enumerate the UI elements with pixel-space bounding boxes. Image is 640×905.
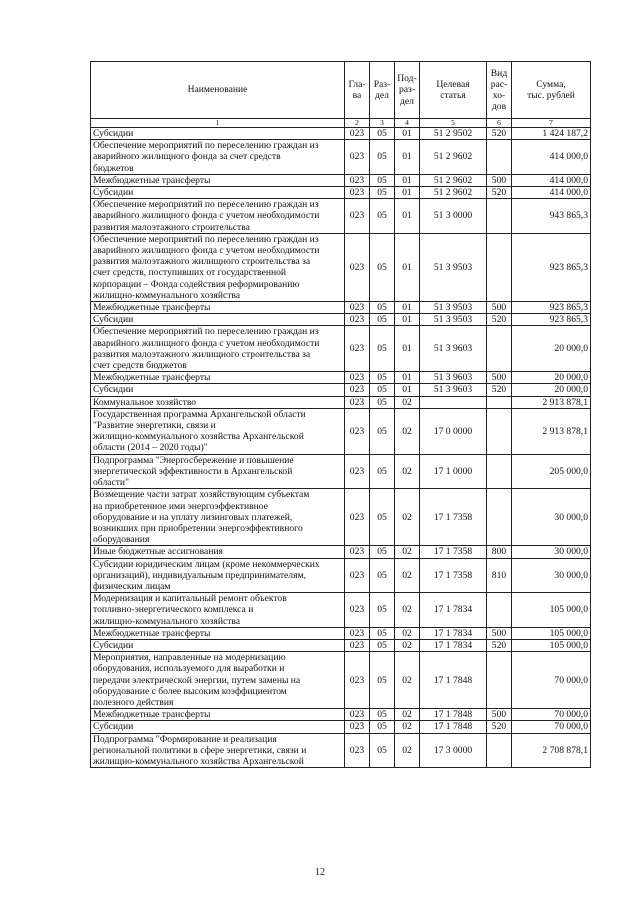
row-target: 51 2 9602: [420, 140, 487, 175]
row-name: Субсидии: [91, 128, 345, 140]
row-sum: 20 000,0: [512, 372, 591, 384]
row-section: 05: [370, 140, 395, 175]
row-target: 17 1 7848: [420, 721, 487, 733]
table-row: [91, 372, 591, 384]
row-name: Подпрограмма "Энергосбережение и повышение энергетической эффективности в Архангельской области": [91, 454, 345, 489]
row-name: Субсидии: [91, 639, 345, 651]
row-chapter: 023: [345, 384, 370, 396]
row-chapter: 023: [345, 396, 370, 408]
header-section: Раз- дел: [370, 62, 395, 119]
row-type: 500: [487, 372, 512, 384]
row-section: 05: [370, 314, 395, 326]
table-row: [91, 140, 591, 175]
table-row: [91, 408, 591, 454]
row-target: 17 1 7834: [420, 593, 487, 628]
row-sum: 20 000,0: [512, 326, 591, 372]
table-row: [91, 314, 591, 326]
row-name: Обеспечение мероприятий по переселению граждан из аварийного жилищного фонда с учетом необходимости развития малоэтажного жилищного строительства за счет средств, поступивших от государственной корпорации – Фонда содействия реформированию жилищно-коммунального хозяйства: [91, 233, 345, 301]
row-target: 17 1 7834: [420, 639, 487, 651]
col-number: 3: [370, 119, 395, 128]
row-target: 51 3 9503: [420, 233, 487, 301]
row-subsection: 02: [395, 489, 420, 546]
row-type: [487, 396, 512, 408]
row-chapter: 023: [345, 128, 370, 140]
table-row: [91, 302, 591, 314]
row-subsection: 02: [395, 627, 420, 639]
table-row: [91, 733, 591, 768]
row-type: [487, 140, 512, 175]
row-section: 05: [370, 546, 395, 558]
row-type: 520: [487, 384, 512, 396]
row-section: 05: [370, 454, 395, 489]
row-type: 500: [487, 174, 512, 186]
table-row: [91, 721, 591, 733]
row-chapter: 023: [345, 408, 370, 454]
row-sum: 2 913 878,1: [512, 408, 591, 454]
row-chapter: 023: [345, 233, 370, 301]
row-sum: 105 000,0: [512, 627, 591, 639]
row-section: 05: [370, 652, 395, 709]
row-subsection: 01: [395, 187, 420, 199]
row-chapter: 023: [345, 454, 370, 489]
row-name: Субсидии: [91, 314, 345, 326]
row-subsection: 02: [395, 593, 420, 628]
row-subsection: 01: [395, 140, 420, 175]
row-subsection: 02: [395, 396, 420, 408]
row-type: 800: [487, 546, 512, 558]
row-chapter: 023: [345, 733, 370, 768]
row-subsection: 01: [395, 174, 420, 186]
table-row: [91, 627, 591, 639]
row-chapter: 023: [345, 199, 370, 234]
row-subsection: 02: [395, 733, 420, 768]
row-sum: 70 000,0: [512, 652, 591, 709]
row-chapter: 023: [345, 558, 370, 593]
row-target: 51 2 9602: [420, 174, 487, 186]
row-target: 51 3 9603: [420, 384, 487, 396]
row-type: [487, 454, 512, 489]
row-section: 05: [370, 733, 395, 768]
row-type: 500: [487, 627, 512, 639]
row-section: 05: [370, 384, 395, 396]
row-sum: 205 000,0: [512, 454, 591, 489]
row-sum: 20 000,0: [512, 384, 591, 396]
row-target: [420, 396, 487, 408]
row-chapter: 023: [345, 721, 370, 733]
header-target: Целевая статья: [420, 62, 487, 119]
header-type: Вид рас- хо- дов: [487, 62, 512, 119]
row-name: Субсидии юридическим лицам (кроме некоммерческих организаций), индивидуальным предпринимателям, физическим лицам: [91, 558, 345, 593]
row-chapter: 023: [345, 302, 370, 314]
row-sum: 923 865,3: [512, 233, 591, 301]
row-section: 05: [370, 593, 395, 628]
row-chapter: 023: [345, 174, 370, 186]
table-row: [91, 489, 591, 546]
row-chapter: 023: [345, 709, 370, 721]
row-target: 17 3 0000: [420, 733, 487, 768]
row-type: 810: [487, 558, 512, 593]
table-row: [91, 396, 591, 408]
header-sum: Сумма, тыс. рублей: [512, 62, 591, 119]
row-sum: 30 000,0: [512, 489, 591, 546]
row-type: [487, 408, 512, 454]
row-section: 05: [370, 174, 395, 186]
row-name: Модернизация и капитальный ремонт объектов топливно-энергетического комплекса и жилищно-коммунального хозяйства: [91, 593, 345, 628]
col-number: 4: [395, 119, 420, 128]
row-section: 05: [370, 233, 395, 301]
row-section: 05: [370, 639, 395, 651]
row-type: 520: [487, 639, 512, 651]
row-type: [487, 326, 512, 372]
header-chapter: Гла- ва: [345, 62, 370, 119]
col-number: 5: [420, 119, 487, 128]
table-row: [91, 593, 591, 628]
row-sum: 2 708 878,1: [512, 733, 591, 768]
row-subsection: 02: [395, 639, 420, 651]
row-type: 500: [487, 709, 512, 721]
row-subsection: 01: [395, 384, 420, 396]
row-section: 05: [370, 372, 395, 384]
row-target: 51 3 9503: [420, 314, 487, 326]
row-section: 05: [370, 396, 395, 408]
row-type: 520: [487, 721, 512, 733]
row-name: Обеспечение мероприятий по переселению граждан из аварийного жилищного фонда за счет средств бюджетов: [91, 140, 345, 175]
row-name: Межбюджетные трансферты: [91, 372, 345, 384]
row-section: 05: [370, 558, 395, 593]
row-sum: 923 865,3: [512, 302, 591, 314]
row-subsection: 02: [395, 454, 420, 489]
row-chapter: 023: [345, 627, 370, 639]
row-type: [487, 233, 512, 301]
row-target: 17 1 7834: [420, 627, 487, 639]
row-target: 17 1 7848: [420, 652, 487, 709]
row-sum: 30 000,0: [512, 546, 591, 558]
row-section: 05: [370, 326, 395, 372]
row-subsection: 01: [395, 233, 420, 301]
row-section: 05: [370, 709, 395, 721]
table-row: [91, 652, 591, 709]
row-subsection: 02: [395, 558, 420, 593]
row-name: Коммунальное хозяйство: [91, 396, 345, 408]
row-chapter: 023: [345, 593, 370, 628]
table-row: [91, 384, 591, 396]
row-sum: 30 000,0: [512, 558, 591, 593]
row-target: 17 1 0000: [420, 454, 487, 489]
row-name: Межбюджетные трансферты: [91, 627, 345, 639]
row-chapter: 023: [345, 639, 370, 651]
table-row: [91, 187, 591, 199]
row-target: 17 0 0000: [420, 408, 487, 454]
row-sum: 1 424 187,2: [512, 128, 591, 140]
row-sum: 70 000,0: [512, 709, 591, 721]
col-number: 7: [512, 119, 591, 128]
column-number-row: [91, 119, 591, 128]
table-row: [91, 128, 591, 140]
row-target: 51 2 9602: [420, 187, 487, 199]
table-row: [91, 233, 591, 301]
table-row: [91, 199, 591, 234]
table-row: [91, 639, 591, 651]
row-target: 17 1 7358: [420, 489, 487, 546]
row-name: Межбюджетные трансферты: [91, 709, 345, 721]
row-target: 17 1 7358: [420, 558, 487, 593]
row-subsection: 02: [395, 546, 420, 558]
row-section: 05: [370, 627, 395, 639]
row-sum: 414 000,0: [512, 140, 591, 175]
row-subsection: 02: [395, 709, 420, 721]
page-number: 12: [315, 867, 325, 878]
row-section: 05: [370, 187, 395, 199]
row-subsection: 01: [395, 302, 420, 314]
row-type: [487, 733, 512, 768]
row-chapter: 023: [345, 489, 370, 546]
row-chapter: 023: [345, 546, 370, 558]
row-chapter: 023: [345, 140, 370, 175]
budget-table: [90, 61, 591, 768]
row-name: Обеспечение мероприятий по переселению граждан из аварийного жилищного фонда с учетом необходимости развития малоэтажного строительства: [91, 199, 345, 234]
row-section: 05: [370, 408, 395, 454]
table-body: [91, 128, 591, 768]
row-subsection: 01: [395, 128, 420, 140]
row-subsection: 02: [395, 652, 420, 709]
row-name: Субсидии: [91, 721, 345, 733]
row-type: 520: [487, 314, 512, 326]
row-target: 51 3 9603: [420, 372, 487, 384]
row-type: 520: [487, 128, 512, 140]
row-subsection: 02: [395, 408, 420, 454]
row-name: Обеспечение мероприятий по переселению граждан из аварийного жилищного фонда с учетом необходимости развития малоэтажного жилищного строительства за счет средств бюджетов: [91, 326, 345, 372]
row-name: Иные бюджетные ассигнования: [91, 546, 345, 558]
row-section: 05: [370, 721, 395, 733]
col-number: 6: [487, 119, 512, 128]
row-type: 500: [487, 302, 512, 314]
col-number: 2: [345, 119, 370, 128]
table-row: [91, 546, 591, 558]
row-type: [487, 489, 512, 546]
row-chapter: 023: [345, 187, 370, 199]
row-name: Субсидии: [91, 384, 345, 396]
row-sum: 923 865,3: [512, 314, 591, 326]
row-section: 05: [370, 489, 395, 546]
row-section: 05: [370, 302, 395, 314]
col-number: 1: [91, 119, 345, 128]
header-name: Наименование: [91, 62, 345, 119]
header-row: [91, 62, 591, 119]
row-name: Межбюджетные трансферты: [91, 174, 345, 186]
row-target: 51 2 9502: [420, 128, 487, 140]
row-target: 17 1 7848: [420, 709, 487, 721]
row-sum: 70 000,0: [512, 721, 591, 733]
row-chapter: 023: [345, 314, 370, 326]
row-target: 51 3 9603: [420, 326, 487, 372]
row-section: 05: [370, 199, 395, 234]
table-row: [91, 174, 591, 186]
row-type: [487, 593, 512, 628]
row-name: Межбюджетные трансферты: [91, 302, 345, 314]
row-sum: 414 000,0: [512, 174, 591, 186]
row-subsection: 01: [395, 372, 420, 384]
row-sum: 105 000,0: [512, 593, 591, 628]
row-target: 51 3 0000: [420, 199, 487, 234]
row-sum: 105 000,0: [512, 639, 591, 651]
row-sum: 414 000,0: [512, 187, 591, 199]
row-sum: 2 913 878,1: [512, 396, 591, 408]
row-chapter: 023: [345, 326, 370, 372]
row-chapter: 023: [345, 372, 370, 384]
row-type: [487, 652, 512, 709]
row-name: Возмещение части затрат хозяйствующим субъектам на приобретенное ими энергоэффективное оборудование и на уплату лизинговых платежей, возникших при приобретении энергоэффективного оборудования: [91, 489, 345, 546]
row-sum: 943 865,3: [512, 199, 591, 234]
row-name: Мероприятия, направленные на модернизацию оборудования, используемого для выработки и передачи электрической энергии, путем замены на оборудование с более высоким коэффициентом полезного действия: [91, 652, 345, 709]
row-section: 05: [370, 128, 395, 140]
table-row: [91, 454, 591, 489]
row-subsection: 01: [395, 314, 420, 326]
row-subsection: 02: [395, 721, 420, 733]
row-name: Подпрограмма "Формирование и реализация региональной политики в сфере энергетики, связи и жилищно-коммунального хозяйства Архангельской: [91, 733, 345, 768]
row-type: [487, 199, 512, 234]
row-target: 17 1 7358: [420, 546, 487, 558]
row-type: 520: [487, 187, 512, 199]
table-row: [91, 709, 591, 721]
table-row: [91, 326, 591, 372]
row-subsection: 01: [395, 326, 420, 372]
row-subsection: 01: [395, 199, 420, 234]
header-subsection: Под- раз- дел: [395, 62, 420, 119]
row-chapter: 023: [345, 652, 370, 709]
row-name: Государственная программа Архангельской области "Развитие энергетики, связи и жилищно-коммунального хозяйства Архангельской области (2014 – 2020 годы)": [91, 408, 345, 454]
table-row: [91, 558, 591, 593]
row-name: Субсидии: [91, 187, 345, 199]
row-target: 51 3 9503: [420, 302, 487, 314]
